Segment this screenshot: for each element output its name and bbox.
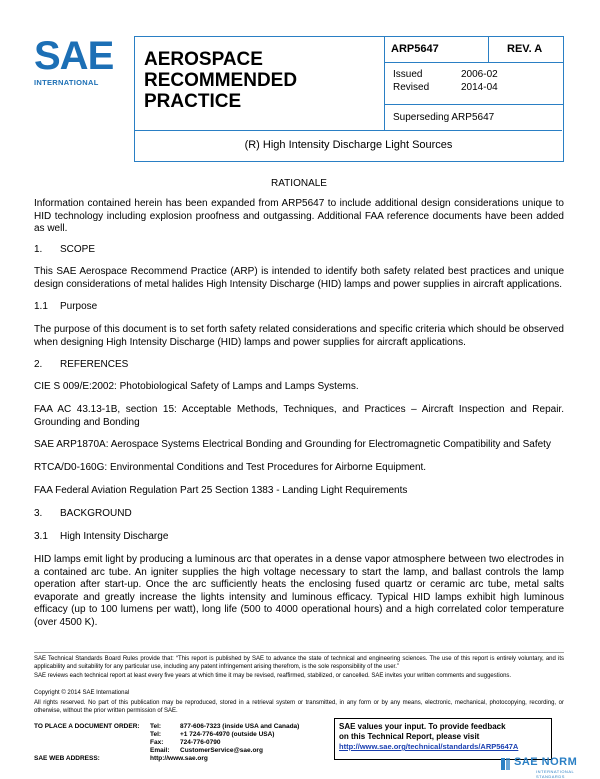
section-number: 3.1: [34, 531, 48, 542]
sae-norm-watermark: [500, 756, 596, 779]
document-number: ARP5647: [385, 37, 489, 63]
tel-value[interactable]: 877-606-7323 (inside USA and Canada): [180, 723, 300, 730]
section-number: 3.: [34, 508, 43, 519]
email-label: Email:: [150, 747, 170, 754]
title-cell: [135, 37, 385, 130]
rationale-paragraph: Information contained herein has been expanded from ARP5647 to include additional design considerations unique to HID technology including explosion proofness and outgassing. Additional FAA reference documents have been added as well.: [34, 198, 564, 234]
section-1-1-heading: [34, 301, 97, 312]
tel-label: Tel:: [150, 723, 162, 730]
document-type-title: [144, 49, 384, 112]
section-3-heading: [34, 508, 132, 519]
section-2-heading: [34, 359, 128, 370]
scope-paragraph: This SAE Aerospace Recommend Practice (ARP) is intended to identify both safety related best practices and unique design considerations of metal halides High Intensity Discharge (HID) lamps and power supplies in aircraft applications.: [34, 266, 564, 290]
web-link[interactable]: http://www.sae.org: [150, 755, 208, 762]
revision-label: REV. A: [489, 37, 563, 63]
feedback-link[interactable]: http://www.sae.org/technical/standards/ARP5647A: [339, 742, 519, 751]
fax-label: Fax:: [150, 739, 164, 746]
logo-text: SAE: [34, 34, 114, 78]
revised-label: Revised: [393, 82, 430, 93]
section-title: Purpose: [60, 301, 98, 312]
section-number: 1.: [34, 244, 43, 255]
sae-logo: [34, 36, 114, 87]
logo-subtext: INTERNATIONAL: [34, 78, 99, 87]
reference-item: CIE S 009/E:2002: Photobiological Safety of Lamps and Lamps Systems.: [34, 381, 359, 392]
review-text: SAE reviews each technical report at least every five years at which time it may be revised, reaffirmed, stabilized, or cancelled. SAE invites your written comments and suggestions.: [34, 673, 512, 679]
feedback-box: [334, 718, 552, 760]
section-title: High Intensity Discharge: [60, 531, 169, 542]
section-title: BACKGROUND: [60, 508, 132, 519]
copyright-text: Copyright © 2014 SAE International: [34, 690, 130, 696]
reference-item: FAA AC 43.13-1B, section 15: Acceptable Methods, Techniques, and Practices – Aircraft Inspection and Repair. Grounding and Bonding: [34, 404, 564, 428]
reference-item: RTCA/D0-160G: Environmental Conditions and Test Procedures for Airborne Equipment.: [34, 462, 427, 473]
document-subtitle: (R) High Intensity Discharge Light Sources: [135, 130, 562, 162]
feedback-line-2: on this Technical Report, please visit: [339, 732, 480, 741]
reference-item: FAA Federal Aviation Regulation Part 25 Section 1383 - Landing Light Requirements: [34, 485, 408, 496]
superseding-text: Superseding ARP5647: [393, 112, 495, 123]
section-3-1-heading: [34, 531, 168, 542]
web-label: SAE WEB ADDRESS:: [34, 755, 100, 762]
section-1-heading: [34, 244, 95, 255]
board-rules-text: SAE Technical Standards Board Rules provide that: “This report is published by SAE to advance the state of technical and engineering sciences. The use of this report is entirely voluntary, and its applicability and suitability for any particular use, including any patent infringement arising therefrom, is the sole responsibility of the user.”: [34, 656, 564, 670]
feedback-line-1: SAE values your input. To provide feedback: [339, 722, 506, 731]
email-value[interactable]: CustomerService@sae.org: [180, 747, 263, 754]
section-title: REFERENCES: [60, 359, 129, 370]
rights-text: All rights reserved. No part of this publication may be reproduced, stored in a retrieval system or transmitted, in any form or by any means, electronic, mechanical, photocopying, recording, or otherwise, without the prior written permission of SAE.: [34, 700, 564, 714]
tel2-label: Tel:: [150, 731, 162, 738]
reference-item: SAE ARP1870A: Aerospace Systems Electrical Bonding and Grounding for Electromagnetic Compatibility and Safety: [34, 439, 551, 450]
tel2-value[interactable]: +1 724-776-4970 (outside USA): [180, 731, 275, 738]
rationale-heading: RATIONALE: [271, 178, 327, 189]
norm-subtext: INTERNATIONAL STANDARDS: [536, 769, 575, 779]
title-line-1: AEROSPACE: [144, 49, 263, 70]
order-label: TO PLACE A DOCUMENT ORDER:: [34, 723, 140, 730]
issued-value: 2006-02: [461, 69, 498, 80]
dates-cell: [385, 63, 563, 105]
purpose-paragraph: The purpose of this document is to set forth safety related considerations and specific criteria which should be observed when designing High Intensity Discharge (HID) lamps and power supplies for aircraft applications.: [34, 324, 564, 348]
section-number: 1.1: [34, 301, 48, 312]
title-line-2: RECOMMENDED PRACTICE: [144, 70, 298, 112]
norm-text: SAE NORM: [514, 756, 578, 768]
hid-paragraph: HID lamps emit light by producing a luminous arc that operates in a dense vapor atmosphere between two electrodes in a contained arc tube. An igniter supplies the high voltage necessary to start the lamp, and ballast controls the lamp operation after start-up. Once the arc sufficiently heats the enclosing fused quartz or ceramic arc tube, metal salts evaporate and greatly increase the lights intensity and luminous efficacy. Typical HID lamps exhibit high luminous efficacy (up to 100 lumens per watt), long life (500 to 4000 operational hours) and a high correlated color temperature (over 4500 K).: [34, 554, 564, 628]
norm-logo-icon: [500, 756, 514, 772]
section-number: 2.: [34, 359, 43, 370]
document-header-box: [134, 36, 564, 162]
fax-value: 724-776-0790: [180, 739, 221, 746]
order-contact-table: [34, 723, 303, 763]
issued-label: Issued: [393, 69, 423, 80]
revised-value: 2014-04: [461, 82, 498, 93]
section-title: SCOPE: [60, 244, 96, 255]
footer-divider: [34, 652, 564, 653]
